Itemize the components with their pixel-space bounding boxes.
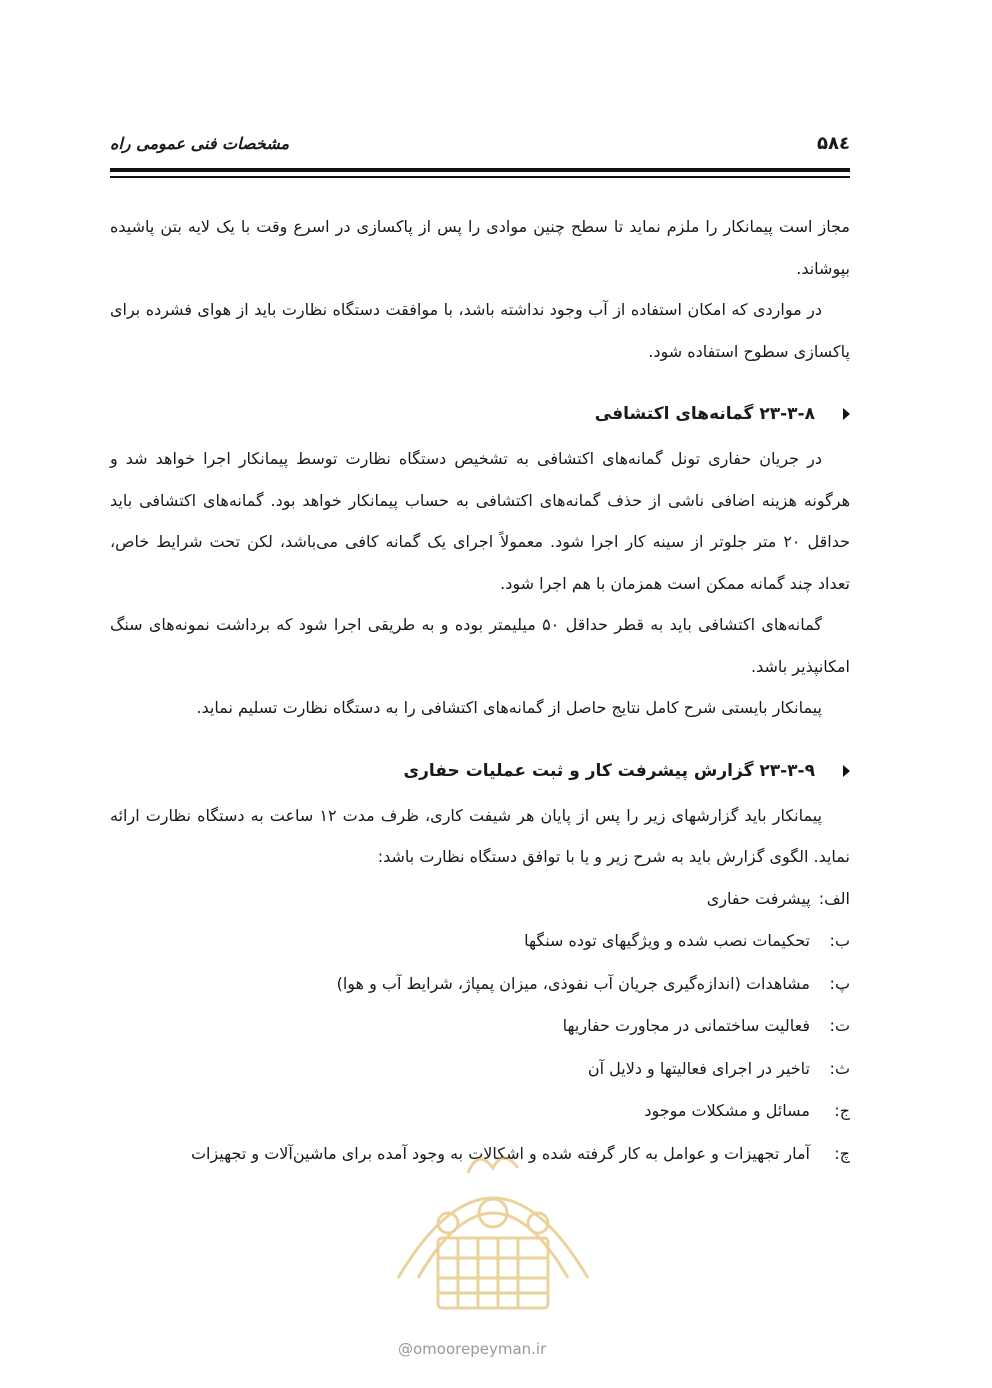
watermark-logo-icon — [378, 1128, 608, 1328]
list-item-letter: ج: — [834, 1101, 850, 1120]
list-item — [110, 1090, 850, 1133]
header-rule-thin — [110, 176, 850, 178]
list-item-text: آمار تجهیزات و عوامل به کار گرفته شده و اشکالات به وجود آمده برای ماشین‌آلات و تجهیزات — [190, 1143, 810, 1163]
list-item-letter: پ: — [829, 973, 850, 993]
header-rule-thick — [110, 168, 850, 172]
page-body — [110, 206, 850, 1175]
watermark-site: @omoorepeyman.ir — [398, 1340, 547, 1358]
section-8-heading — [110, 394, 850, 434]
section-9-paragraph-1: پیمانکار باید گزارشهای زیر را پس از پایان هر شیفت کاری، ظرف مدت ۱۲ ساعت به دستگاه نظارت ارائه نماید. الگوی گزارش باید به شرح زیر و یا با توافق دستگاه نظارت باشد: — [110, 805, 850, 866]
section-8-paragraph-2: گمانه‌های اکتشافی باید به قطر حداقل ۵۰ میلیمتر بوده و به طریقی اجرا شود که برداشت نمونه‌های سنگ امکانپذیر باشد. — [110, 615, 850, 676]
page-header — [110, 128, 850, 158]
page-number: ۵۸٤ — [817, 132, 850, 154]
section-9-heading — [110, 751, 850, 791]
triangle-bullet-icon — [843, 765, 850, 777]
list-item-text: تاخیر در اجرای فعالیتها و دلایل آن — [587, 1058, 810, 1078]
list-item — [110, 878, 850, 921]
section-8-title: ۲۳-۳-۸ گمانه‌های اکتشافی — [594, 404, 815, 424]
intro-paragraph-2: در مواردی که امکان استفاده از آب وجود نداشته باشد، با موافقت دستگاه نظارت باید از هوای فشرده برای پاکسازی سطوح استفاده شود. — [110, 300, 850, 361]
triangle-bullet-icon — [843, 408, 850, 420]
list-item — [110, 1048, 850, 1091]
list-item-letter: ت: — [829, 1016, 850, 1035]
running-title: مشخصات فنی عمومی راه — [110, 133, 290, 153]
list-item-text: تحکیمات نصب شده و ویژگیهای توده سنگها — [524, 931, 810, 950]
list-item — [110, 920, 850, 963]
section-8-paragraph-1: در جریان حفاری تونل گمانه‌های اکتشافی به تشخیص دستگاه نظارت توسط پیمانکار اجرا خواهد شد و هرگونه هزینه اضافی ناشی از حذف گمانه‌های اکتشافی به حساب پیمانکار خواهد بود. گمانه‌های اکتشافی باید حداقل ۲۰ متر جلوتر از سینه کار اجرا شود. معمولاً اجرای یک گمانه کافی می‌باشد، لکن تحت شرایط خاص، تعداد چند گمانه ممکن است همزمان با هم اجرا شود. — [110, 449, 850, 593]
section-8-paragraph-3: پیمانکار بایستی شرح کامل نتایج حاصل از گمانه‌های اکتشافی را به دستگاه نظارت تسلیم نماید. — [196, 698, 822, 717]
list-item-text: فعالیت ساختمانی در مجاورت حفاریها — [562, 1016, 810, 1035]
list-item — [110, 963, 850, 1006]
list-item-letter: چ: — [834, 1143, 850, 1163]
list-item-text: مسائل و مشکلات موجود — [644, 1101, 810, 1120]
list-item-letter: الف: — [818, 888, 850, 908]
list-item-text: مشاهدات (اندازه‌گیری جریان آب نفوذی، میزان پمپاژ، شرایط آب و هوا) — [336, 973, 810, 993]
list-item-letter: ب: — [829, 931, 850, 950]
intro-paragraph-1: مجاز است پیمانکار را ملزم نماید تا سطح چنین موادی را پس از پاکسازی در اسرع وقت با یک لایه بتن پاشیده بپوشاند. — [110, 217, 850, 278]
list-item-letter: ث: — [829, 1058, 850, 1078]
list-item-text: پیشرفت حفاری — [706, 888, 811, 908]
list-item — [110, 1005, 850, 1048]
section-9-title: ۲۳-۳-۹ گزارش پیشرفت کار و ثبت عملیات حفاری — [403, 760, 815, 781]
